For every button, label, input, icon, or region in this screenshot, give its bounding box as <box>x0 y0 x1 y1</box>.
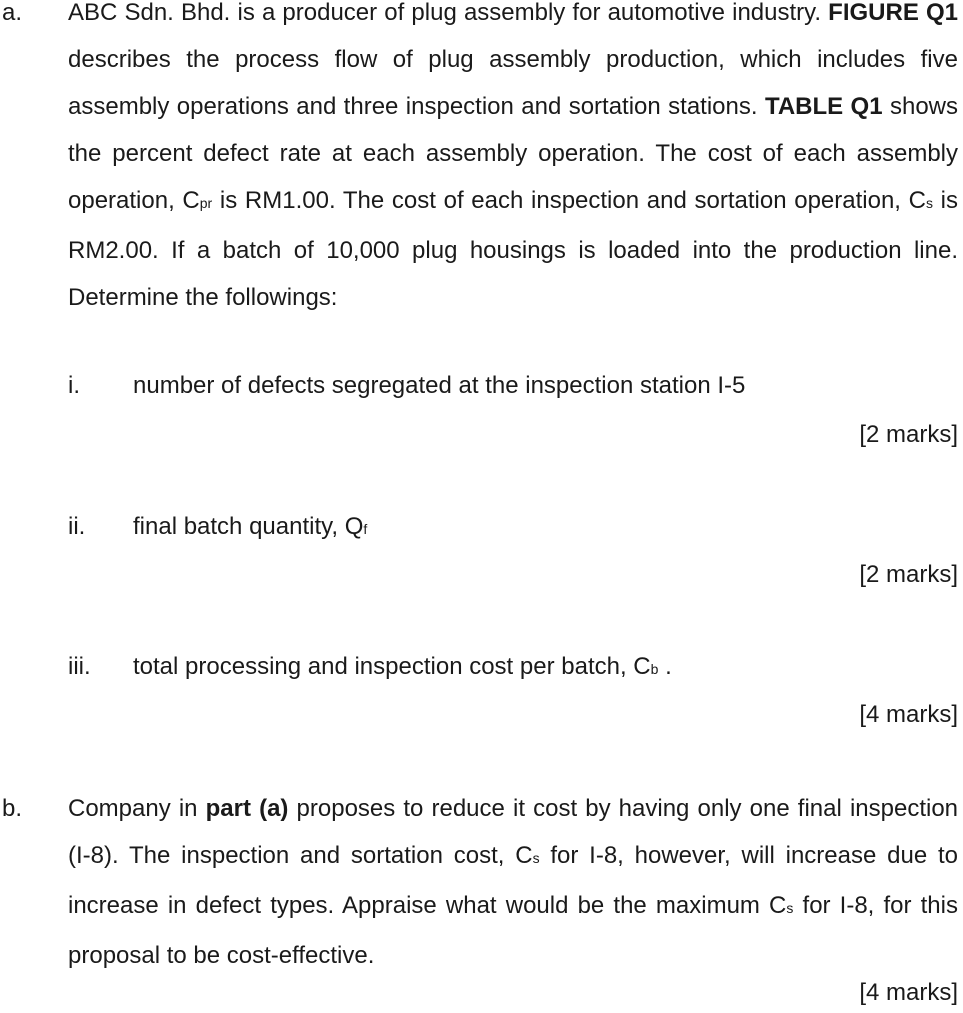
question-b-text-1: Company in <box>68 795 206 822</box>
item-iii-tail: . <box>658 653 672 680</box>
item-i-label: i. <box>68 372 80 399</box>
item-ii-marks: [2 marks] <box>859 561 958 588</box>
question-b-text-3: for I-8, however, will increase due to increase in defect types. Appraise what would be the maximum C <box>68 842 958 919</box>
part-ref: part (a) <box>205 795 289 822</box>
question-a-text-4: is RM1.00. The cost of each inspection and sortation operation, C <box>212 187 926 214</box>
question-b-label: b. <box>2 795 23 822</box>
item-i-body: number of defects segregated at the inspection station I-5 <box>133 372 746 399</box>
question-a-text-5: is RM2.00. If a batch of 10,000 plug housings is loaded into the production line. Determine the followings: <box>68 187 959 311</box>
item-iii-marks: [4 marks] <box>859 701 958 728</box>
question-b-paragraph <box>68 785 958 979</box>
figure-ref: FIGURE Q1 <box>828 0 958 26</box>
item-ii-body: final batch quantity, Q <box>133 513 364 540</box>
question-a-paragraph <box>68 0 958 321</box>
question-a-label: a. <box>2 0 23 26</box>
question-b-marks: [4 marks] <box>859 979 958 1006</box>
item-i-marks: [2 marks] <box>859 421 958 448</box>
item-ii-label: ii. <box>68 513 86 540</box>
question-a-text-1: ABC Sdn. Bhd. is a producer of plug assembly for automotive industry. <box>68 0 822 26</box>
qf-subscript: f <box>363 521 368 537</box>
item-i-text <box>133 371 745 401</box>
item-iii-text <box>133 652 672 684</box>
table-ref: TABLE Q1 <box>764 93 883 120</box>
item-iii-body: total processing and inspection cost per batch, C <box>133 653 651 680</box>
item-iii-label: iii. <box>68 653 91 680</box>
cs-subscript: s <box>926 195 933 211</box>
question-b-text-4: for I-8, for this proposal to be cost-effective. <box>68 892 958 969</box>
question-a-text-2: describes the process flow of plug assembly production, which includes five assembly operations and three inspection and sortation stations. <box>68 46 958 120</box>
cb-subscript: b <box>650 661 659 677</box>
item-ii-text <box>133 512 367 544</box>
question-a-text-3: shows the percent defect rate at each assembly operation. The cost of each assembly operation, C <box>68 93 959 214</box>
cs-subscript-b2: s <box>786 900 794 916</box>
cpr-subscript: pr <box>199 195 213 211</box>
question-b-text-2: proposes to reduce it cost by having only one final inspection (I-8). The inspection and sortation cost, C <box>68 795 959 869</box>
cs-subscript-b1: s <box>532 850 540 866</box>
